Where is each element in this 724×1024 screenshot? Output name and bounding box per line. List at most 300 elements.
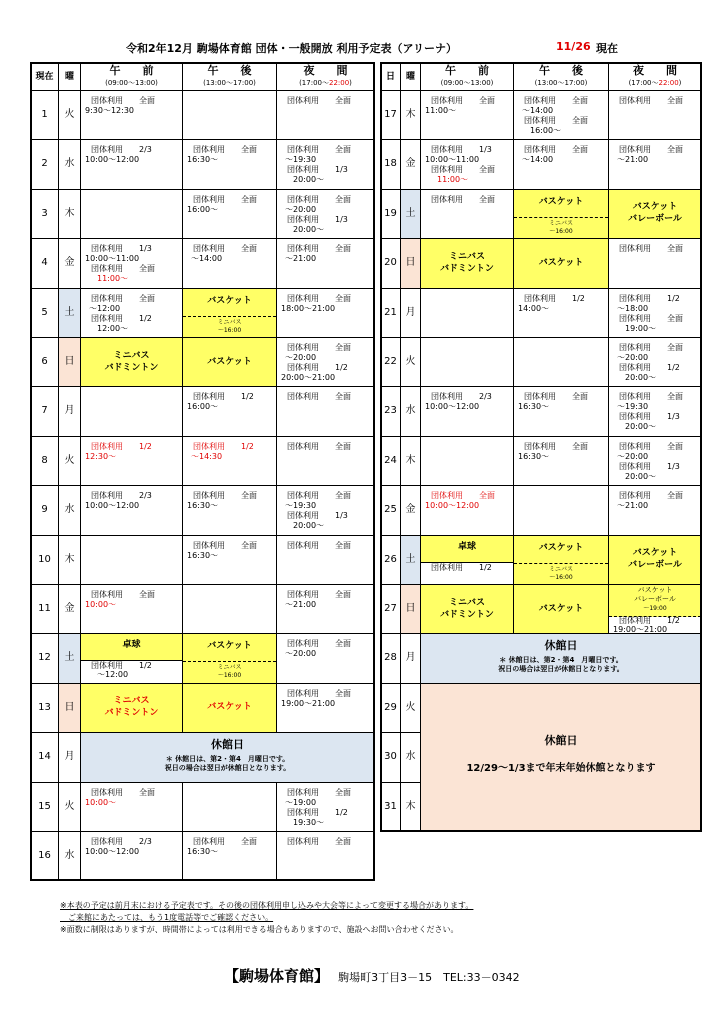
slot-nt-line: 団体利用 全面	[287, 590, 351, 599]
left-header-am-time: (09:00～13:00)	[105, 79, 158, 87]
day-number: 27	[380, 584, 401, 634]
title-suffix: 現在	[596, 42, 618, 55]
slot-am-line: 団体利用 全面	[91, 787, 155, 797]
day-number: 8	[30, 436, 59, 486]
slot-am-label: ミニバス	[448, 251, 485, 262]
slot-nt-line: 団体利用 全面	[287, 837, 351, 846]
weekday: 火	[58, 782, 81, 832]
weekday: 日	[58, 337, 81, 387]
slot-pm-line: 16:00～	[187, 204, 219, 214]
notes	[60, 900, 473, 936]
slot-pm-bottom-label: ミニバス	[548, 219, 573, 227]
slot-am	[420, 485, 514, 535]
slot-am-line: 団体利用 全面	[431, 491, 495, 501]
slot-nt-line: 20:00～	[293, 175, 325, 185]
slot-pm-line: 団体利用 1/2	[193, 441, 254, 451]
weekday: 土	[58, 288, 81, 338]
slot-nt-line: 団体利用 全面	[287, 96, 351, 105]
slot-pm-label: バスケット	[207, 702, 252, 713]
slot-pm	[182, 337, 277, 387]
slot-am-label: バドミントン	[440, 263, 494, 274]
slot-nt-line: 団体利用 全面	[619, 313, 683, 323]
slot-am-line: ～12:00	[89, 303, 121, 313]
slot-pm-bottom-label: ミニバス	[217, 664, 242, 672]
right-night-time-end: 22:00	[658, 79, 679, 87]
slot-nt	[276, 139, 375, 189]
slot-am	[420, 238, 514, 288]
slot-am-line: 団体利用 全面	[91, 264, 155, 274]
slot-am-label: バドミントン	[440, 609, 494, 620]
slot-nt-line: 団体利用 全面	[287, 145, 351, 155]
slot-nt-line: 団体利用 全面	[287, 441, 351, 451]
weekday: 木	[58, 535, 81, 585]
slot-pm-top	[183, 289, 276, 317]
holiday-title: 休館日	[544, 733, 578, 747]
slot-pm-line: 14:00～	[518, 303, 550, 313]
slot-am	[80, 288, 183, 338]
slot-am-line: 団体利用 全面	[431, 165, 495, 175]
left-header-day: 現在	[30, 62, 59, 91]
slot-am	[420, 337, 514, 387]
slot-nt-line: 団体利用 1/2	[619, 363, 680, 372]
slot-nt-line: 20:00～21:00	[281, 373, 336, 382]
slot-pm-top	[183, 634, 276, 662]
weekday: 水	[58, 831, 81, 881]
right-header-pm-time: (13:00～17:00)	[534, 79, 588, 87]
slot-am	[80, 831, 183, 881]
slot-pm-label: バスケット	[207, 356, 252, 367]
weekday: 月	[58, 732, 81, 782]
slot-pm-top-label: バスケット	[538, 196, 584, 207]
slot-am	[80, 90, 183, 140]
day-number: 5	[30, 288, 59, 338]
closed-title: 休館日	[211, 738, 244, 752]
slot-nt	[608, 90, 702, 140]
slot-nt-line: 団体利用 1/3	[287, 165, 348, 175]
slot-nt-line: 団体利用 全面	[287, 639, 351, 649]
slot-pm-top-label: バスケット	[207, 295, 252, 306]
day-number: 1	[30, 90, 59, 140]
slot-pm-line: ～14:00	[191, 254, 223, 264]
slot-pm-line: 16:00～	[530, 126, 562, 135]
slot-am-label: バドミントン	[104, 362, 159, 373]
slot-pm	[513, 436, 609, 486]
slot-pm	[182, 436, 277, 486]
slot-nt-line: ～21:00	[285, 254, 317, 264]
facility-address: 駒場町3丁目3－15 TEL:33－0342	[338, 971, 520, 984]
slot-am-label: ミニバス	[113, 350, 150, 361]
slot-am	[80, 633, 183, 683]
slot-pm	[513, 535, 609, 585]
new-year-holiday-notice	[420, 683, 702, 832]
slot-pm-line: 16:30～	[187, 847, 219, 856]
day-number: 16	[30, 831, 59, 881]
slot-nt-line: 20:00～	[625, 373, 657, 382]
slot-nt-line: ～20:00	[285, 204, 317, 214]
slot-am	[80, 584, 183, 634]
slot-nt-line: 20:00～	[625, 422, 657, 432]
slot-nt-line: 団体利用 全面	[619, 96, 683, 105]
slot-pm-bottom	[514, 564, 608, 584]
footer	[224, 965, 520, 986]
slot-am	[80, 535, 183, 585]
slot-am-label: バドミントン	[104, 708, 159, 719]
closed-note-1: ＊ 休館日は、第2・第4 月曜日です。	[165, 755, 290, 764]
slot-pm	[513, 337, 609, 387]
weekday: 木	[400, 90, 421, 140]
day-number: 12	[30, 633, 59, 683]
slot-pm	[182, 831, 277, 881]
left-header-am-title: 午 前	[109, 64, 154, 77]
slot-am-line: 団体利用 全面	[431, 194, 495, 204]
slot-pm-line: 団体利用 全面	[193, 244, 257, 254]
slot-nt-line: 19:00～21:00	[281, 698, 336, 708]
slot-am-line: 10:00～11:00	[425, 155, 480, 165]
slot-pm-line: 団体利用 全面	[524, 96, 588, 105]
slot-pm-top-label: バスケット	[538, 542, 584, 553]
slot-pm-line: 団体利用 全面	[193, 194, 257, 204]
slot-am	[80, 485, 183, 535]
slot-nt-line: 団体利用 全面	[619, 392, 683, 402]
day-number: 29	[380, 683, 401, 733]
slot-am-line: 12:30～	[85, 451, 117, 461]
right-header-am-title: 午 前	[445, 64, 489, 77]
slot-pm-bottom-label: ～16:00	[549, 573, 573, 581]
day-number: 18	[380, 139, 401, 189]
slot-pm	[513, 386, 609, 436]
slot-am	[80, 337, 183, 387]
weekday: 金	[400, 485, 421, 535]
slot-nt-line: ～19:00	[285, 797, 317, 807]
right-night-time-start: (17:00～	[628, 79, 659, 87]
slot-nt	[276, 633, 375, 683]
slot-pm-top	[514, 536, 608, 564]
slot-nt-line: 団体利用 全面	[619, 244, 683, 254]
weekday: 月	[58, 386, 81, 436]
day-number: 6	[30, 337, 59, 387]
slot-nt-line: ～19:30	[285, 501, 317, 511]
slot-pm-line: 団体利用 全面	[524, 116, 588, 125]
slot-pm-line: ～14:00	[522, 106, 554, 115]
day-number: 7	[30, 386, 59, 436]
closed-note-2: 祝日の場合は翌日が休館日となります。	[164, 764, 291, 773]
slot-nt	[608, 139, 702, 189]
slot-pm-line: 16:30～	[187, 155, 219, 165]
left-header-night-title: 夜 間	[303, 64, 348, 77]
slot-nt	[608, 485, 702, 535]
slot-pm	[182, 386, 277, 436]
slot-pm-line: 団体利用 1/2	[524, 293, 585, 303]
closed-day-notice	[420, 633, 702, 683]
slot-nt-top	[609, 585, 701, 617]
weekday: 水	[58, 139, 81, 189]
slot-nt-line: 団体利用 1/2	[287, 807, 348, 817]
slot-pm-line: 16:30～	[187, 501, 219, 511]
slot-nt-label: バスケット	[632, 202, 678, 213]
weekday: 火	[400, 337, 421, 387]
weekday: 木	[400, 436, 421, 486]
slot-pm-top-label: バスケット	[207, 641, 252, 652]
slot-pm-bottom-label: ミニバス	[548, 565, 573, 573]
right-header-night-time	[609, 78, 701, 88]
slot-nt-line: 団体利用 1/2	[287, 363, 348, 372]
slot-nt	[608, 436, 702, 486]
slot-am-top	[81, 634, 182, 661]
weekday: 木	[400, 782, 421, 832]
weekday: 金	[400, 139, 421, 189]
day-number: 20	[380, 238, 401, 288]
slot-nt-line: 団体利用 1/3	[619, 461, 680, 471]
slot-am	[420, 288, 514, 338]
weekday: 火	[58, 90, 81, 140]
slot-pm-line: 団体利用 全面	[193, 145, 257, 155]
slot-nt-line: 団体利用 全面	[287, 688, 351, 698]
slot-pm-label: バスケット	[538, 257, 584, 268]
slot-nt	[276, 189, 375, 239]
slot-pm	[513, 485, 609, 535]
title-main: 令和2年12月 駒場体育館 団体・一般開放 利用予定表（アリーナ）	[126, 42, 458, 55]
weekday: 月	[400, 633, 421, 683]
closed-note-1: ＊ 休館日は、第2・第4 月曜日です。	[499, 656, 623, 665]
slot-pm	[513, 139, 609, 189]
day-number: 24	[380, 436, 401, 486]
left-night-time-close: )	[349, 79, 352, 87]
slot-nt	[608, 238, 702, 288]
slot-pm-bottom-label: ミニバス	[217, 318, 242, 326]
slot-nt	[608, 337, 702, 387]
day-number: 28	[380, 633, 401, 683]
slot-nt	[276, 436, 375, 486]
weekday: 火	[400, 683, 421, 733]
slot-nt	[276, 485, 375, 535]
slot-am	[420, 386, 514, 436]
slot-pm-line: 団体利用 全面	[193, 491, 257, 501]
slot-am-line: 9:30～12:30	[85, 106, 135, 115]
slot-am-line: 10:00～12:00	[85, 155, 140, 165]
slot-pm	[182, 139, 277, 189]
slot-am	[80, 782, 183, 832]
left-header-night-time	[277, 78, 374, 88]
slot-nt-line: 団体利用 全面	[619, 441, 683, 451]
slot-pm	[182, 782, 277, 832]
left-night-time-start: (17:00～	[299, 79, 329, 87]
day-number: 11	[30, 584, 59, 634]
slot-am-line: 団体利用 全面	[431, 96, 495, 105]
right-header-pm	[513, 62, 609, 91]
slot-pm-bottom	[514, 218, 608, 238]
slot-nt-line: ～20:00	[617, 451, 649, 461]
right-header-am	[420, 62, 514, 91]
slot-pm-line: 16:00～	[187, 402, 219, 412]
left-header-night	[276, 62, 375, 91]
weekday: 土	[400, 189, 421, 239]
slot-pm-line: ～14:30	[191, 451, 223, 461]
slot-pm	[182, 485, 277, 535]
slot-pm	[513, 238, 609, 288]
day-number: 2	[30, 139, 59, 189]
left-header-pm-time: (13:00～17:00)	[203, 79, 256, 87]
closed-note-2: 祝日の場合は翌日が休館日となります。	[498, 665, 624, 674]
slot-am	[420, 189, 514, 239]
weekday: 金	[58, 584, 81, 634]
slot-am-line: 団体利用 2/3	[91, 491, 152, 501]
slot-nt-line: 20:00～	[293, 224, 325, 234]
weekday: 水	[400, 732, 421, 782]
slot-nt-line: ～21:00	[617, 501, 649, 511]
weekday: 土	[400, 535, 421, 585]
right-night-time-close: )	[678, 79, 682, 87]
slot-am-line: 10:00～12:00	[425, 501, 480, 511]
day-number: 13	[30, 683, 59, 733]
slot-nt-label: バスケット	[632, 548, 678, 559]
slot-pm-line: ～14:00	[522, 155, 554, 165]
day-number: 19	[380, 189, 401, 239]
slot-nt	[276, 337, 375, 387]
slot-nt-line: 19:00～	[625, 323, 657, 333]
slot-am-line: 団体利用 全面	[91, 293, 155, 303]
slot-nt	[608, 288, 702, 338]
weekday: 木	[58, 189, 81, 239]
slot-nt	[276, 831, 375, 881]
slot-pm-bottom	[183, 317, 276, 337]
day-number: 10	[30, 535, 59, 585]
slot-nt-label: バレーボール	[628, 214, 682, 225]
slot-nt	[276, 238, 375, 288]
slot-pm	[513, 189, 609, 239]
day-number: 30	[380, 732, 401, 782]
day-number: 21	[380, 288, 401, 338]
slot-am	[80, 386, 183, 436]
slot-am-line: 11:00～	[97, 274, 129, 284]
slot-nt-line: 18:00～21:00	[281, 303, 336, 313]
slot-nt-bottom-line: 団体利用 1/2	[619, 616, 680, 625]
right-header-night	[608, 62, 702, 91]
slot-pm	[182, 683, 277, 733]
slot-nt-line: ～20:00	[285, 353, 317, 362]
note-3: ※面数に制限はありますが、時間帯によっては利用できる場合もありますので、施設へお問い合わせください。	[60, 925, 459, 934]
slot-am-line: 団体利用 1/2	[91, 313, 152, 323]
holiday-text: 12/29～1/3まで年末年始休館となります	[466, 762, 656, 774]
slot-am	[80, 238, 183, 288]
slot-am-line: 団体利用 全面	[91, 590, 155, 599]
slot-nt	[276, 584, 375, 634]
slot-nt	[608, 535, 702, 585]
slot-am-line: 11:00～	[425, 106, 457, 115]
slot-nt-line: ～20:00	[285, 649, 317, 659]
slot-pm	[182, 90, 277, 140]
slot-am-line: 10:00～	[85, 797, 117, 807]
slot-pm	[182, 189, 277, 239]
slot-am-top	[421, 536, 513, 563]
slot-am-label: ミニバス	[448, 597, 485, 608]
slot-nt	[608, 189, 702, 239]
slot-pm	[182, 238, 277, 288]
slot-nt-line: 団体利用 1/3	[287, 214, 348, 224]
day-number: 26	[380, 535, 401, 585]
slot-nt	[276, 683, 375, 733]
slot-nt-line: ～18:00	[617, 303, 649, 313]
slot-nt-line: 団体利用 全面	[619, 145, 683, 155]
slot-pm	[182, 535, 277, 585]
left-night-time-end: 22:00	[328, 79, 350, 87]
slot-nt-line: 団体利用 全面	[287, 194, 351, 204]
right-header-day: 日	[380, 62, 401, 91]
slot-nt	[276, 288, 375, 338]
slot-pm-line: 16:30～	[518, 451, 550, 461]
slot-nt-line: 20:00～	[293, 521, 325, 531]
slot-am-line: 10:00～11:00	[85, 254, 140, 264]
right-header-night-title: 夜 間	[633, 64, 677, 77]
slot-pm	[182, 288, 277, 338]
slot-pm-top	[514, 190, 608, 218]
day-number: 23	[380, 386, 401, 436]
slot-nt	[276, 90, 375, 140]
slot-nt-line: 団体利用 全面	[287, 293, 351, 303]
slot-am-bottom-line: ～12:00	[97, 670, 129, 680]
slot-pm-line: 団体利用 1/2	[193, 392, 254, 402]
slot-nt-label: バレーボール	[628, 560, 682, 571]
weekday: 水	[400, 386, 421, 436]
slot-nt-bottom-line: 19:00～21:00	[613, 625, 668, 634]
left-header-weekday: 曜	[58, 62, 81, 91]
slot-am-label: ミニバス	[113, 696, 150, 707]
slot-nt-line: ～21:00	[285, 600, 317, 609]
slot-am-line: 団体利用 1/2	[91, 441, 152, 451]
right-header-am-time: (09:00～13:00)	[440, 79, 494, 87]
weekday: 金	[58, 238, 81, 288]
slot-am-line: 団体利用 2/3	[91, 145, 152, 155]
weekday: 日	[58, 683, 81, 733]
weekday: 水	[58, 485, 81, 535]
slot-nt-line: 団体利用 全面	[287, 244, 351, 254]
slot-pm	[182, 633, 277, 683]
slot-am-line: 団体利用 2/3	[431, 392, 492, 402]
slot-nt-line: 団体利用 1/3	[619, 412, 680, 422]
weekday: 月	[400, 288, 421, 338]
slot-nt-line: ～20:00	[617, 353, 649, 362]
slot-nt-line: 20:00～	[625, 471, 657, 481]
slot-pm-label: バスケット	[538, 603, 584, 614]
slot-am	[80, 436, 183, 486]
slot-am	[420, 535, 514, 585]
day-number: 15	[30, 782, 59, 832]
weekday: 日	[400, 584, 421, 634]
left-header-am	[80, 62, 183, 91]
day-number: 22	[380, 337, 401, 387]
slot-pm-line: 団体利用 全面	[193, 540, 257, 550]
slot-nt-line: ～19:30	[617, 402, 649, 412]
slot-nt-top-label: バレーボール	[634, 595, 676, 603]
slot-nt-line: ～21:00	[617, 155, 649, 165]
slot-am	[80, 683, 183, 733]
note-1: ※本表の予定は前月末における予定表です。その後の団体利用申し込みや大会等によって変更する場合があります。	[60, 901, 474, 910]
slot-am-line: 12:00～	[97, 323, 129, 333]
slot-pm-bottom-label: ～16:00	[217, 672, 242, 680]
slot-am	[420, 90, 514, 140]
slot-am-top-label: 卓球	[122, 640, 141, 651]
day-number: 31	[380, 782, 401, 832]
slot-pm-line: 16:30～	[518, 402, 550, 412]
slot-pm-bottom-label: ～16:00	[217, 326, 242, 334]
slot-pm	[513, 288, 609, 338]
slot-nt-line: 団体利用 全面	[287, 491, 351, 501]
facility-name: 【駒場体育館】	[224, 967, 330, 985]
slot-am-line: 団体利用 1/3	[431, 145, 492, 155]
slot-pm	[182, 584, 277, 634]
title-date: 11/26	[556, 40, 591, 53]
slot-pm	[513, 584, 609, 634]
left-header-pm-title: 午 後	[207, 64, 252, 77]
